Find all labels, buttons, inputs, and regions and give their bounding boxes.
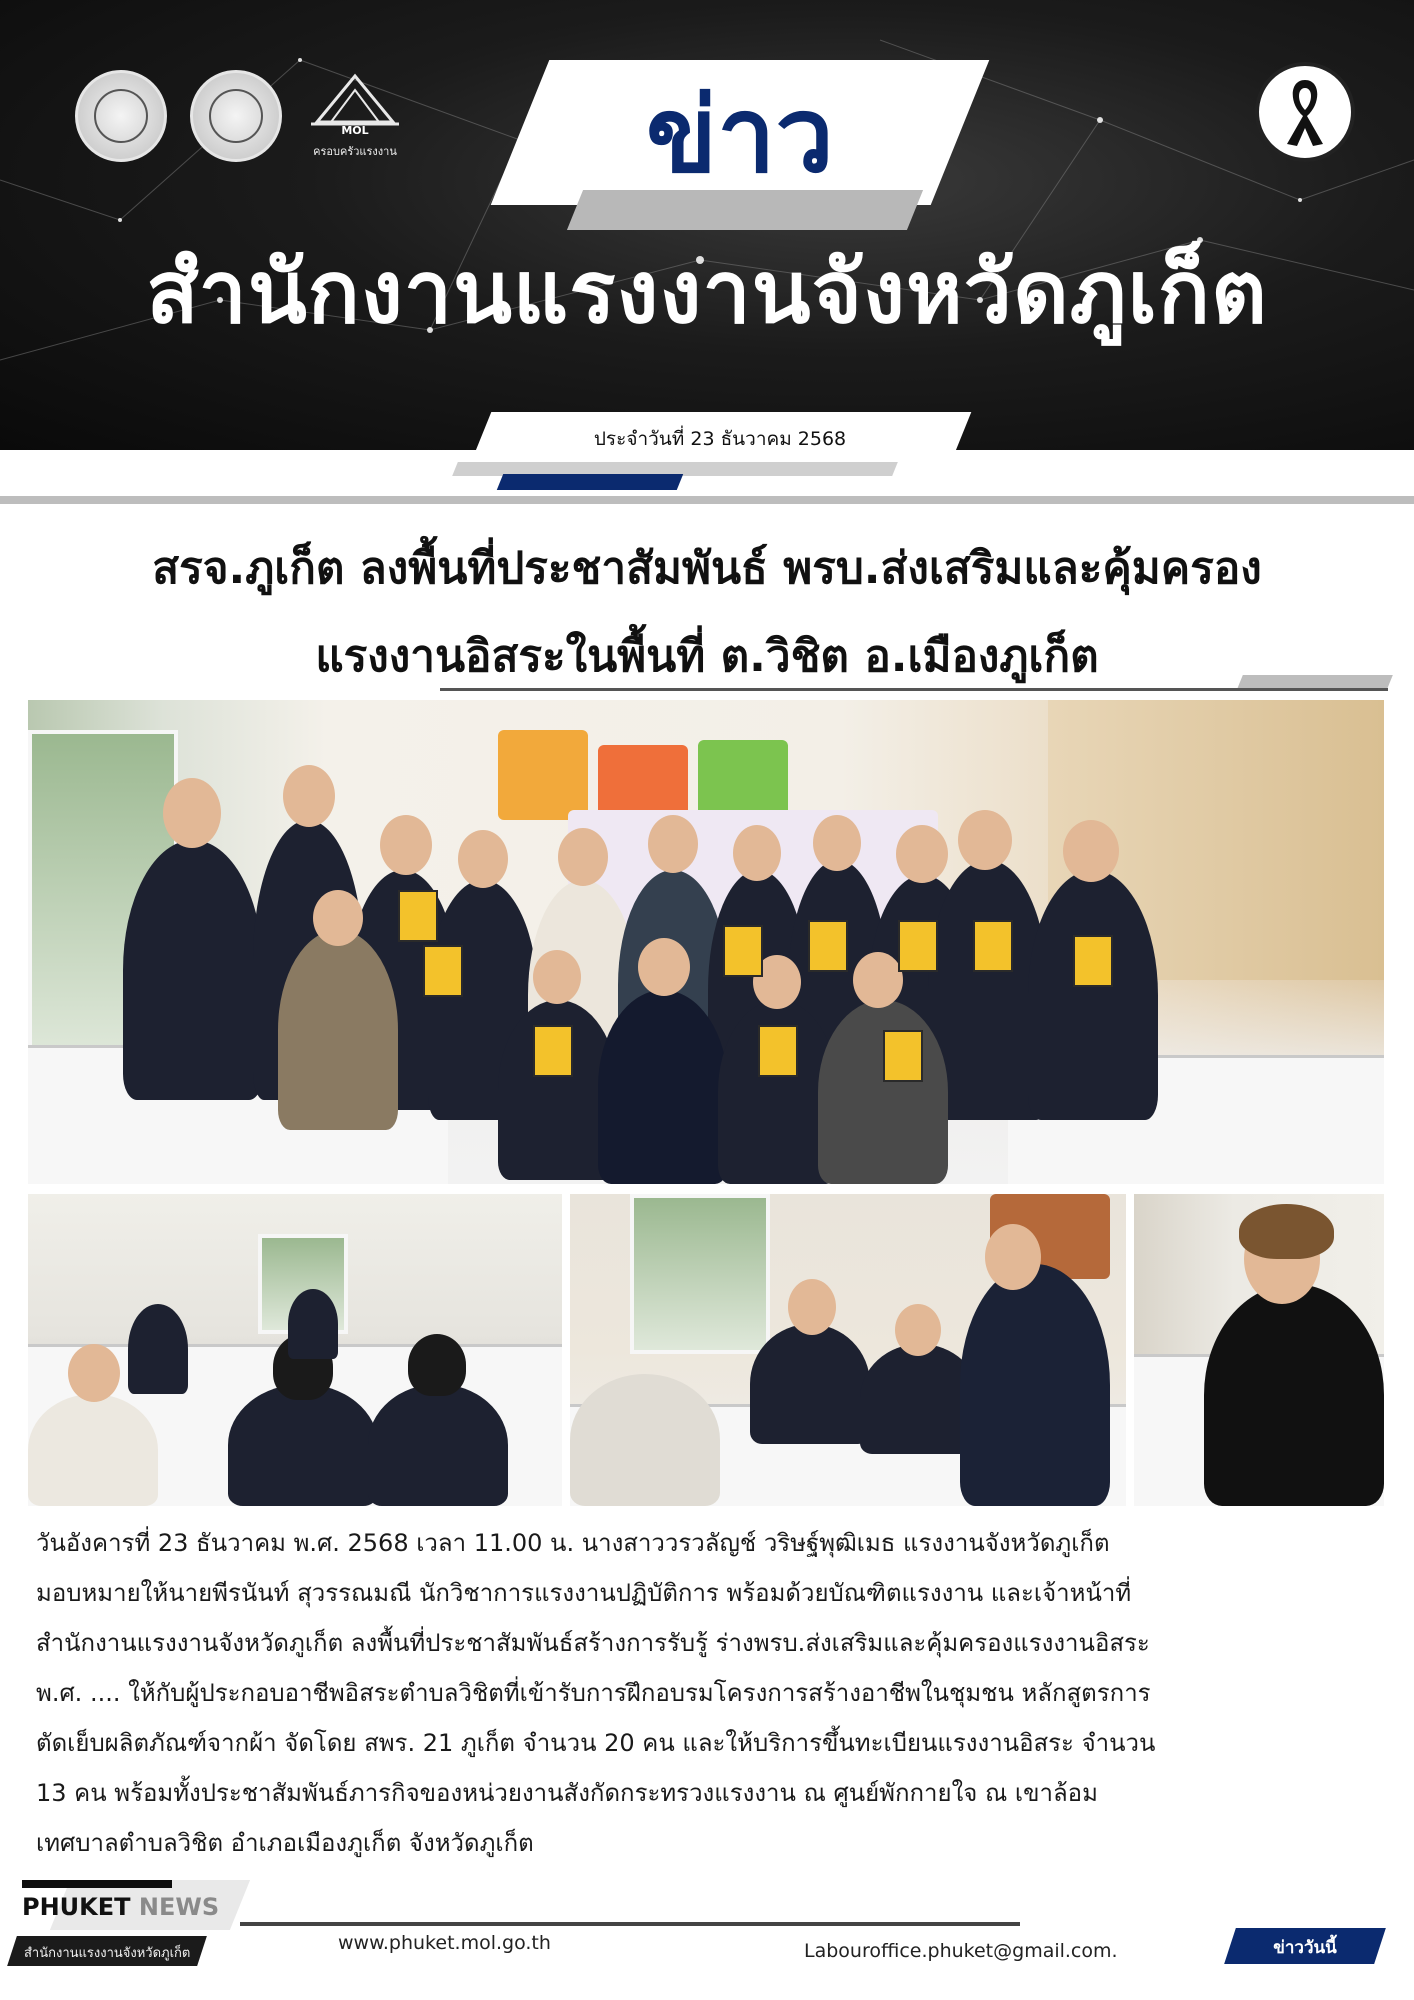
- body-line: วันอังคารที่ 23 ธันวาคม พ.ศ. 2568 เวลา 11.00 น. นางสาววรวลัญช์ วริษฐ์พุฒิเมธ แรงงานจังหวัดภูเก็ต: [36, 1529, 1110, 1557]
- footer-email-link[interactable]: Labouroffice.phuket@gmail.com.: [804, 1940, 1118, 1962]
- booklet: [423, 945, 463, 997]
- person-head: [408, 1334, 466, 1396]
- person-head: [283, 765, 335, 827]
- person: [818, 1000, 948, 1184]
- footer-divider: [240, 1922, 1020, 1926]
- person-head: [895, 1304, 941, 1356]
- booklet: [898, 920, 938, 972]
- person: [278, 930, 398, 1130]
- person: [570, 1374, 720, 1506]
- person-head: [458, 830, 508, 888]
- footer-brand: [22, 1893, 219, 1921]
- footer-brand-sub: สำนักงานแรงงานจังหวัดภูเก็ต: [24, 1946, 191, 1961]
- person-head: [380, 815, 432, 875]
- date-banner-accent: [497, 474, 683, 490]
- headline-line-1: สรจ.ภูเก็ต ลงพื้นที่ประชาสัมพันธ์ พรบ.ส่งเสริมและคุ้มครอง: [152, 543, 1262, 594]
- body-line: 13 คน พร้อมทั้งประชาสัมพันธ์ภารกิจของหน่วยงานสังกัดกระทรวงแรงงาน ณ ศูนย์พักกายใจ ณ เขาล้อม: [36, 1779, 1098, 1807]
- article-body: [36, 1518, 1386, 1868]
- person: [288, 1289, 338, 1359]
- body-line: มอบหมายให้นายพีรนันท์ สุวรรณมณี นักวิชาการแรงงานปฏิบัติการ พร้อมด้วยบัณฑิตแรงงาน และเจ้าหน้าที่: [36, 1579, 1132, 1607]
- booklet: [533, 1025, 573, 1077]
- person: [1028, 870, 1158, 1120]
- person-head: [985, 1224, 1041, 1290]
- headline-line-2: แรงงานอิสระในพื้นที่ ต.วิชิต อ.เมืองภูเก็ต: [315, 631, 1099, 682]
- person-head: [813, 815, 861, 871]
- mol-family-logo-icon: [305, 72, 405, 164]
- footer-brand-secondary: NEWS: [138, 1893, 220, 1921]
- header-divider: [0, 496, 1414, 504]
- headline-underline: [440, 688, 1388, 691]
- office-name: สำนักงานแรงงานจังหวัดภูเก็ต: [146, 243, 1268, 343]
- person: [128, 1304, 188, 1394]
- group-photo: [28, 700, 1384, 1184]
- person: [598, 990, 728, 1184]
- registration-photo: [570, 1194, 1126, 1506]
- footer-website-link[interactable]: www.phuket.mol.go.th: [338, 1932, 551, 1954]
- person: [368, 1384, 508, 1506]
- ministry-seal-icon: [190, 70, 282, 162]
- poster: [698, 740, 788, 820]
- person: [123, 840, 263, 1100]
- person: [960, 1264, 1110, 1506]
- poster: [498, 730, 588, 820]
- booklet: [973, 920, 1013, 972]
- person-head: [533, 950, 581, 1004]
- person: [750, 1324, 870, 1444]
- booklet: [758, 1025, 798, 1077]
- person-head: [648, 815, 698, 873]
- person: [228, 1384, 378, 1506]
- booklet: [883, 1030, 923, 1082]
- person-head: [853, 952, 903, 1008]
- person-hair: [1239, 1204, 1334, 1259]
- person-head: [733, 825, 781, 881]
- booklet: [723, 925, 763, 977]
- booklet: [1073, 935, 1113, 987]
- footer-brand-primary: PHUKET: [22, 1893, 131, 1921]
- window: [630, 1194, 770, 1354]
- headline-accent: [1237, 675, 1393, 689]
- mol-logo-abbr: MOL: [341, 124, 369, 137]
- person-head: [958, 810, 1012, 870]
- form-filling-photo: [1134, 1194, 1384, 1506]
- person-head: [638, 938, 690, 996]
- mol-logo-text: ครอบครัวแรงงาน: [313, 145, 397, 158]
- person-head: [1063, 820, 1119, 882]
- booklet: [808, 920, 848, 972]
- person-head: [163, 778, 221, 848]
- headline: [0, 525, 1414, 701]
- footer-brand-bar: [22, 1880, 172, 1888]
- royal-emblem-icon: [75, 70, 167, 162]
- body-line: สำนักงานแรงงานจังหวัดภูเก็ต ลงพื้นที่ประชาสัมพันธ์สร้างการรับรู้ ร่างพรบ.ส่งเสริมและคุ้มครองแรงงานอิสระ: [36, 1629, 1150, 1657]
- masthead: [0, 0, 1414, 450]
- person-head: [558, 828, 608, 886]
- body-line: เทศบาลตำบลวิชิต อำเภอเมืองภูเก็ต จังหวัดภูเก็ต: [36, 1829, 534, 1857]
- person-head: [896, 825, 948, 883]
- body-line: พ.ศ. .... ให้กับผู้ประกอบอาชีพอิสระตำบลวิชิตที่เข้ารับการฝึกอบรมโครงการสร้างอาชีพในชุมชน หลักสูตรการ: [36, 1679, 1151, 1707]
- footer-tab-label: ข่าววันนี้: [1273, 1938, 1337, 1958]
- person-head: [313, 890, 363, 946]
- person: [1204, 1284, 1384, 1506]
- news-word: ข่าว: [646, 74, 834, 196]
- classroom-photo: [28, 1194, 562, 1506]
- booklet: [398, 890, 438, 942]
- person-head: [788, 1279, 836, 1335]
- body-line: ตัดเย็บผลิตภัณฑ์จากผ้า จัดโดย สพร. 21 ภูเก็ต จำนวน 20 คน และให้บริการขึ้นทะเบียนแรงงานอิสระ จำนวน: [36, 1729, 1156, 1757]
- black-mourning-ribbon-icon: [1255, 62, 1355, 162]
- person-head: [68, 1344, 120, 1402]
- issue-date: ประจำวันที่ 23 ธันวาคม 2568: [593, 428, 847, 450]
- person: [28, 1394, 158, 1506]
